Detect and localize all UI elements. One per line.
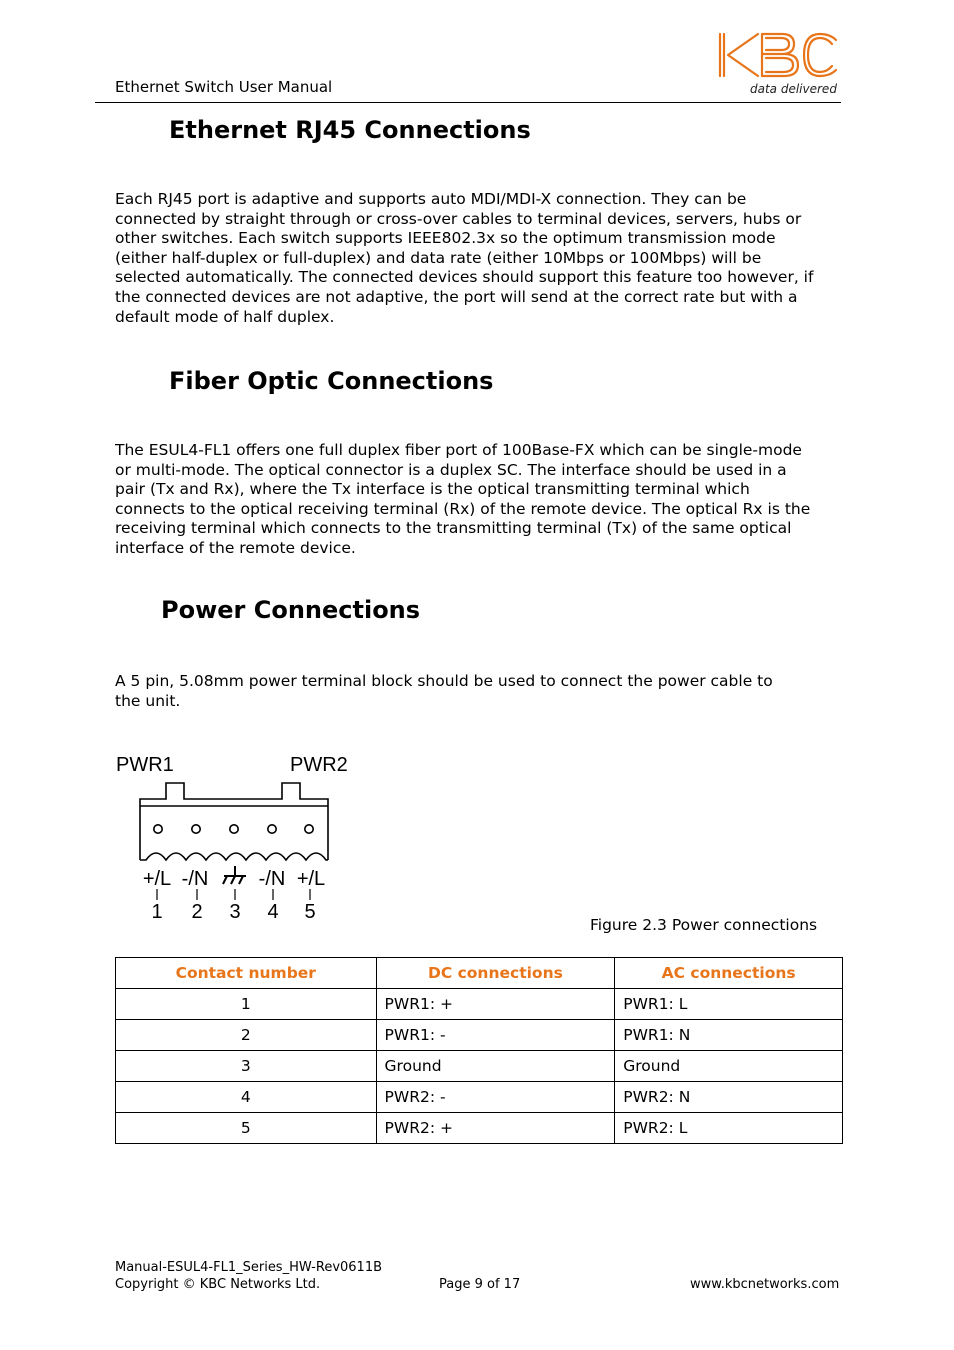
pin-hole bbox=[305, 825, 313, 833]
pin-number: 2 bbox=[191, 901, 203, 923]
table-cell: Ground bbox=[376, 1051, 615, 1082]
text-line: receiving terminal which connects to the transmitting terminal (Tx) of the same optical bbox=[115, 519, 792, 538]
figure-caption: Figure 2.3 Power connections bbox=[590, 916, 818, 934]
table-cell: PWR1: N bbox=[615, 1020, 843, 1051]
table-cell: PWR1: + bbox=[376, 989, 615, 1020]
table-cell: 2 bbox=[116, 1020, 377, 1051]
text-line: connected by straight through or cross-over cables to terminal devices, servers, hubs or bbox=[115, 209, 802, 228]
fiber-paragraph bbox=[115, 441, 842, 559]
ground-icon bbox=[223, 866, 246, 884]
pin-leaders bbox=[157, 889, 310, 900]
pin-number: 3 bbox=[229, 901, 241, 923]
rj45-paragraph bbox=[115, 190, 842, 327]
text-line: The ESUL4-FL1 offers one full duplex fiber port of 100Base-FX which can be single-mode bbox=[115, 441, 802, 459]
power-terminal-diagram bbox=[112, 750, 362, 925]
section-heading-fiber: Fiber Optic Connections bbox=[169, 367, 494, 395]
pwr1-label: PWR1 bbox=[116, 754, 174, 776]
table-cell: PWR2: - bbox=[376, 1082, 615, 1113]
pin-label: +/L bbox=[142, 868, 172, 890]
footer-website-link[interactable]: www.kbcnetworks.com bbox=[690, 1277, 840, 1292]
pin-hole bbox=[268, 825, 276, 833]
text-line: or multi-mode. The optical connector is a duplex SC. The interface should be used in a bbox=[115, 460, 787, 479]
table-row bbox=[116, 1082, 843, 1113]
header-divider bbox=[95, 102, 841, 103]
table-row bbox=[116, 1113, 843, 1144]
column-header: Contact number bbox=[116, 958, 377, 989]
pwr2-label: PWR2 bbox=[290, 754, 348, 776]
column-header: AC connections bbox=[615, 958, 843, 989]
footer-copyright: Copyright © KBC Networks Ltd. bbox=[115, 1277, 321, 1292]
table-header-row bbox=[116, 958, 843, 989]
table-row bbox=[116, 1020, 843, 1051]
text-line: A 5 pin, 5.08mm power terminal block should be used to connect the power cable to bbox=[115, 672, 773, 690]
pin-number: 1 bbox=[151, 901, 163, 923]
pin-hole bbox=[154, 825, 162, 833]
table-cell: PWR1: - bbox=[376, 1020, 615, 1051]
power-connections-table bbox=[115, 957, 843, 1144]
table-cell: PWR1: L bbox=[615, 989, 843, 1020]
text-line: selected automatically. The connected devices should support this feature too however, if bbox=[115, 268, 814, 287]
table-cell: 4 bbox=[116, 1082, 377, 1113]
text-line: other switches. Each switch supports IEEE802.3x so the optimum transmission mode bbox=[115, 229, 776, 248]
pin-number: 4 bbox=[267, 901, 279, 923]
table-cell: 5 bbox=[116, 1113, 377, 1144]
section-heading-power: Power Connections bbox=[161, 596, 421, 624]
text-line: interface of the remote device. bbox=[115, 538, 356, 557]
column-header: DC connections bbox=[376, 958, 615, 989]
logo-tagline: data delivered bbox=[750, 82, 837, 96]
table-cell: 3 bbox=[116, 1051, 377, 1082]
text-line: default mode of half duplex. bbox=[115, 307, 335, 326]
table-cell: PWR2: + bbox=[376, 1113, 615, 1144]
footer-doc-id: Manual-ESUL4-FL1_Series_HW-Rev0611B bbox=[115, 1260, 383, 1275]
pin-label: -/N bbox=[181, 868, 209, 890]
section-heading-rj45: Ethernet RJ45 Connections bbox=[169, 116, 531, 144]
pin-label: -/N bbox=[258, 868, 286, 890]
text-line: Each RJ45 port is adaptive and supports auto MDI/MDI-X connection. They can be bbox=[115, 190, 747, 208]
terminal-block bbox=[140, 783, 328, 860]
table-cell: PWR2: L bbox=[615, 1113, 843, 1144]
table-row bbox=[116, 989, 843, 1020]
pin-hole bbox=[230, 825, 238, 833]
pin-number: 5 bbox=[304, 901, 316, 923]
footer-page-number: Page 9 of 17 bbox=[439, 1277, 521, 1292]
table-cell: Ground bbox=[615, 1051, 843, 1082]
table-cell: 1 bbox=[116, 989, 377, 1020]
table-cell: PWR2: N bbox=[615, 1082, 843, 1113]
table-row bbox=[116, 1051, 843, 1082]
text-line: the connected devices are not adaptive, the port will send at the correct rate but with a bbox=[115, 287, 798, 306]
power-paragraph bbox=[115, 672, 842, 711]
text-line: (either half-duplex or full-duplex) and data rate (either 10Mbps or 100Mbps) will be bbox=[115, 248, 762, 267]
pin-label: +/L bbox=[296, 868, 326, 890]
pin-hole bbox=[192, 825, 200, 833]
header-title: Ethernet Switch User Manual bbox=[115, 78, 333, 96]
text-line: connects to the optical receiving terminal (Rx) of the remote device. The optical Rx is the bbox=[115, 499, 811, 518]
text-line: the unit. bbox=[115, 691, 181, 710]
text-line: pair (Tx and Rx), where the Tx interface is the optical transmitting terminal which bbox=[115, 480, 750, 499]
